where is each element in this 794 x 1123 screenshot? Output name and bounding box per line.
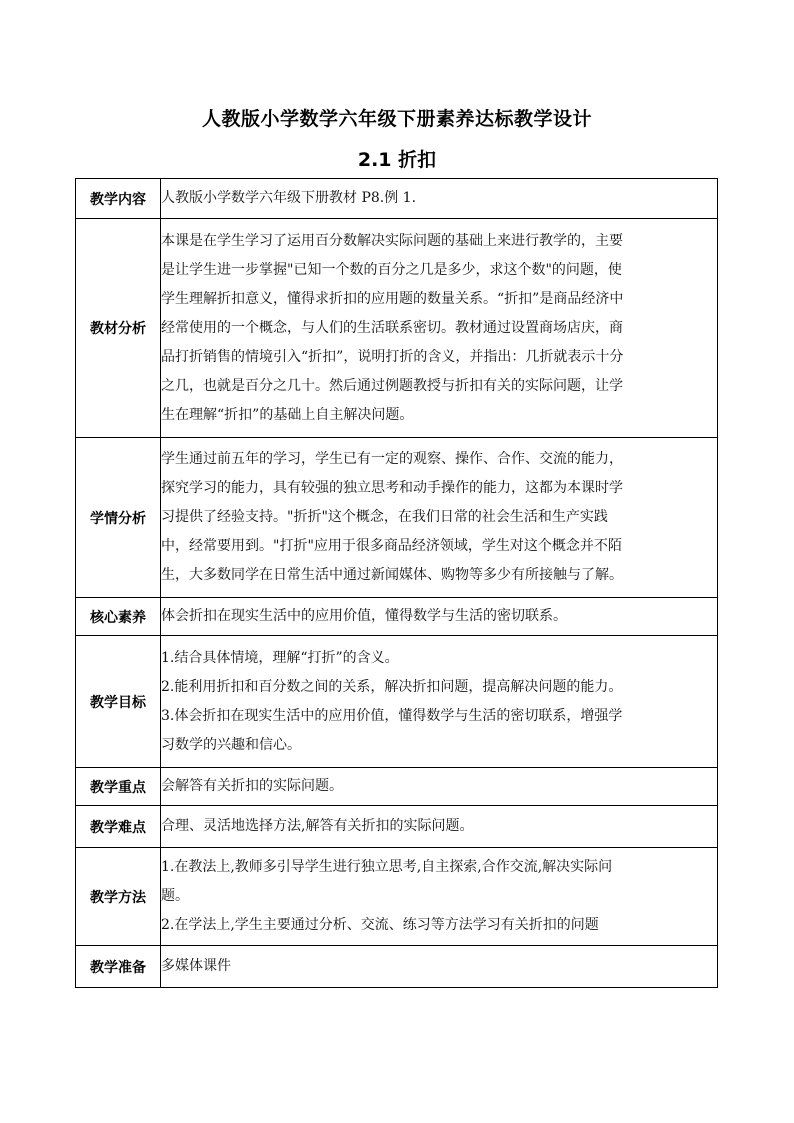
- table-row-student-analysis: [76, 438, 718, 598]
- table-row-teaching-objectives: [76, 636, 718, 768]
- content-line: 生，大多数同学在日常生活中通过新闻媒体、购物等多少有所接触与了解。: [161, 567, 623, 583]
- row-label: 教学目标: [76, 636, 161, 768]
- row-content: [161, 179, 718, 219]
- content-line: 1.在教法上,教师多引导学生进行独立思考,自主探索,合作交流,解决实际问: [161, 859, 613, 875]
- content-line: 3.体会折扣在现实生活中的应用价值，懂得数学与生活的密切联系，增强学: [161, 707, 623, 724]
- content-line: 探究学习的能力，具有较强的独立思考和动手操作的能力，这都为本课时学: [161, 480, 623, 496]
- row-content: [161, 219, 718, 438]
- table-row-teaching-preparation: [76, 946, 718, 988]
- content-line: 1.结合具体情境，理解“打折”的含义。: [161, 649, 399, 666]
- document-subtitle: 2.1 折扣: [357, 149, 437, 171]
- row-label: 教材分析: [76, 219, 161, 438]
- row-label: 学情分析: [76, 438, 161, 598]
- content-line: 习数学的兴趣和信心。: [161, 736, 301, 753]
- content-line: 之几，也就是百分之几十。然后通过例题教授与折扣有关的实际问题，让学: [161, 377, 623, 394]
- content-line: 2.能利用折扣和百分数之间的关系，解决折扣问题，提高解决问题的能力。: [161, 678, 623, 695]
- content-line: 人教版小学数学六年级下册教材 P8.例 1.: [161, 190, 417, 206]
- content-line: 学生通过前五年的学习，学生已有一定的观察、操作、合作、交流的能力，: [161, 451, 623, 467]
- content-line: 品打折销售的情境引入“折扣”，说明打折的含义，并指出：几折就表示十分: [161, 348, 624, 365]
- content-line: 经常使用的一个概念，与人们的生活联系密切。教材通过设置商场店庆，商: [161, 319, 623, 336]
- content-line: 会解答有关折扣的实际问题。: [161, 778, 343, 794]
- content-line: 题。: [161, 888, 189, 904]
- row-label: 教学准备: [76, 946, 161, 988]
- row-label: 教学重点: [76, 768, 161, 806]
- row-content: [161, 598, 718, 636]
- row-content: [161, 848, 718, 946]
- table-row-difficult-points: [76, 806, 718, 848]
- row-label: 教学方法: [76, 848, 161, 946]
- table-row-textbook-analysis: [76, 219, 718, 438]
- row-content: [161, 946, 718, 988]
- row-label: 教学内容: [76, 179, 161, 219]
- content-line: 2.在学法上,学生主要通过分析、交流、练习等方法学习有关折扣的问题: [161, 917, 599, 933]
- content-line: 学生理解折扣意义，懂得求折扣的应用题的数量关系。“折扣”是商品经济中: [161, 290, 624, 307]
- content-line: 生在理解“折扣”的基础上自主解决问题。: [161, 406, 414, 423]
- table-row-key-points: [76, 768, 718, 806]
- content-line: 多媒体课件: [161, 958, 231, 974]
- content-line: 习提供了经验支持。"折折"这个概念，在我们日常的社会生活和生产实践: [161, 509, 608, 525]
- row-label: 核心素养: [76, 598, 161, 636]
- content-line: 合理、灵活地选择方法,解答有关折扣的实际问题。: [161, 818, 474, 834]
- row-content: [161, 806, 718, 848]
- document-title: 人教版小学数学六年级下册素养达标教学设计: [201, 108, 592, 130]
- lesson-plan-table: [75, 178, 718, 988]
- row-content: [161, 768, 718, 806]
- row-content: [161, 438, 718, 598]
- content-line: 本课是在学生学习了运用百分数解决实际问题的基础上来进行教学的，主要: [161, 232, 623, 249]
- table-row-teaching-content: [76, 179, 718, 219]
- table-row-teaching-methods: [76, 848, 718, 946]
- table-row-core-literacy: [76, 598, 718, 636]
- row-label: 教学难点: [76, 806, 161, 848]
- content-line: 体会折扣在现实生活中的应用价值，懂得数学与生活的密切联系。: [161, 608, 567, 624]
- content-line: 是让学生进一步掌握"已知一个数的百分之几是多少，求这个数"的问题，使: [161, 261, 622, 278]
- row-content: [161, 636, 718, 768]
- content-line: 中，经常要用到。"打折"应用于很多商品经济领域，学生对这个概念并不陌: [161, 538, 622, 554]
